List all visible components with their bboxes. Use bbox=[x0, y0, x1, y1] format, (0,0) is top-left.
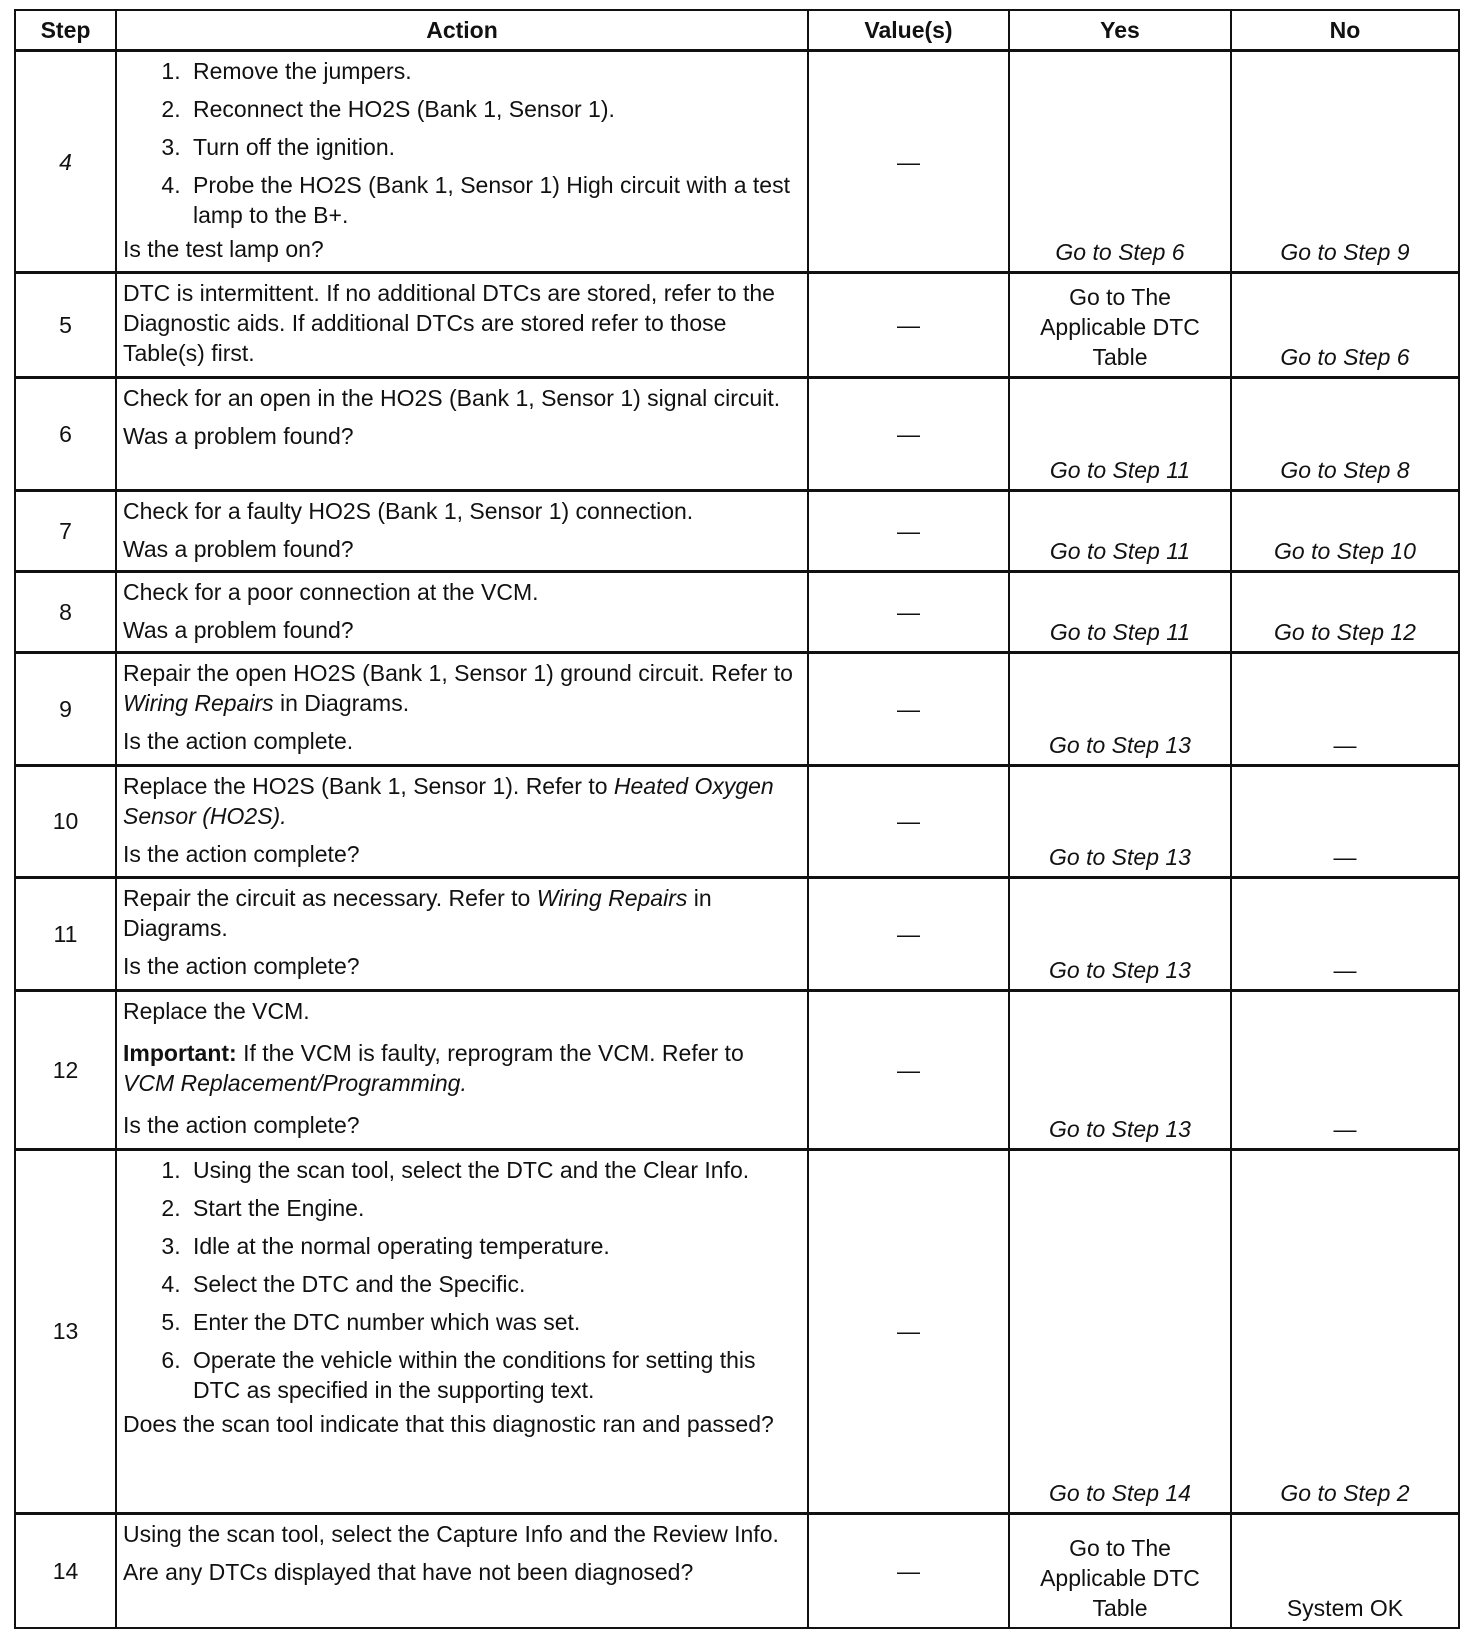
step-number: 11 bbox=[15, 878, 116, 991]
list-item: 3. Idle at the normal operating temperature. bbox=[187, 1231, 799, 1261]
action-question: Was a problem found? bbox=[123, 423, 354, 450]
no-cell: System OK bbox=[1231, 1513, 1459, 1628]
action-cell bbox=[116, 765, 808, 878]
yes-cell: Go to Step 13 bbox=[1009, 653, 1231, 766]
table-row bbox=[15, 378, 1459, 491]
action-text bbox=[123, 771, 799, 831]
action-question: Does the scan tool indicate that this diagnostic ran and passed? bbox=[123, 1410, 774, 1437]
no-cell: Go to Step 2 bbox=[1231, 1149, 1459, 1513]
value-cell: — bbox=[808, 990, 1009, 1149]
no-cell: — bbox=[1231, 878, 1459, 991]
list-item: 5. Enter the DTC number which was set. bbox=[187, 1307, 799, 1337]
action-text: DTC is intermittent. If no additional DTCs are stored, refer to the Diagnostic aids. If additional DTCs are stored refer to those Table(s) first. bbox=[123, 280, 775, 367]
value-cell: — bbox=[808, 51, 1009, 273]
action-reference: Wiring Repairs bbox=[536, 885, 688, 912]
value-cell: — bbox=[808, 572, 1009, 653]
step-number: 8 bbox=[15, 572, 116, 653]
action-list bbox=[123, 56, 799, 230]
value-cell: — bbox=[808, 1149, 1009, 1513]
table-row bbox=[15, 1513, 1459, 1628]
step-number: 5 bbox=[15, 273, 116, 378]
no-cell: Go to Step 8 bbox=[1231, 378, 1459, 491]
yes-cell: Go to Step 14 bbox=[1009, 1149, 1231, 1513]
action-text: Using the scan tool, select the Capture Info and the Review Info. bbox=[123, 1520, 779, 1547]
action-text-a: Replace the HO2S (Bank 1, Sensor 1). Refer to bbox=[123, 772, 614, 799]
step-number: 13 bbox=[15, 1149, 116, 1513]
action-text: Replace the VCM. bbox=[123, 997, 310, 1024]
action-cell bbox=[116, 878, 808, 991]
list-item: 1. Remove the jumpers. bbox=[187, 56, 799, 86]
action-cell bbox=[116, 653, 808, 766]
yes-cell: Go to Step 11 bbox=[1009, 378, 1231, 491]
value-cell: — bbox=[808, 273, 1009, 378]
table-row bbox=[15, 1149, 1459, 1513]
action-cell bbox=[116, 273, 808, 378]
yes-cell: Go to Step 13 bbox=[1009, 765, 1231, 878]
action-text: Check for an open in the HO2S (Bank 1, Sensor 1) signal circuit. bbox=[123, 385, 781, 412]
step-number: 9 bbox=[15, 653, 116, 766]
action-text-a: Repair the circuit as necessary. Refer to bbox=[123, 885, 537, 912]
no-cell: — bbox=[1231, 765, 1459, 878]
list-item: 4. Select the DTC and the Specific. bbox=[187, 1269, 799, 1299]
step-number: 12 bbox=[15, 990, 116, 1149]
yes-cell: Go to Step 11 bbox=[1009, 572, 1231, 653]
step-number: 6 bbox=[15, 378, 116, 491]
no-cell: Go to Step 12 bbox=[1231, 572, 1459, 653]
no-cell: Go to Step 10 bbox=[1231, 490, 1459, 571]
important-text: If the VCM is faulty, reprogram the VCM. Refer to bbox=[236, 1039, 744, 1066]
diagnostic-table bbox=[14, 9, 1460, 1629]
list-item: 6. Operate the vehicle within the conditions for setting this DTC as specified in the supporting text. bbox=[187, 1345, 799, 1405]
action-text-b: in Diagrams. bbox=[123, 885, 712, 942]
yes-cell: Go to The Applicable DTC Table bbox=[1009, 1513, 1231, 1628]
action-cell bbox=[116, 378, 808, 491]
step-number: 7 bbox=[15, 490, 116, 571]
action-question: Are any DTCs displayed that have not been diagnosed? bbox=[123, 1558, 694, 1585]
value-cell: — bbox=[808, 490, 1009, 571]
header-action: Action bbox=[116, 10, 808, 51]
table-row bbox=[15, 572, 1459, 653]
value-cell: — bbox=[808, 378, 1009, 491]
action-reference: VCM Replacement/Programming. bbox=[123, 1069, 467, 1096]
value-cell: — bbox=[808, 1513, 1009, 1628]
action-question: Is the action complete. bbox=[123, 728, 354, 755]
no-cell: — bbox=[1231, 990, 1459, 1149]
header-value: Value(s) bbox=[808, 10, 1009, 51]
action-cell bbox=[116, 490, 808, 571]
header-row bbox=[15, 10, 1459, 51]
value-cell: — bbox=[808, 878, 1009, 991]
step-number: 10 bbox=[15, 765, 116, 878]
action-list bbox=[123, 1155, 799, 1405]
header-step: Step bbox=[15, 10, 116, 51]
diagnostic-table-page bbox=[14, 9, 1458, 1629]
header-no: No bbox=[1231, 10, 1459, 51]
table-row bbox=[15, 653, 1459, 766]
value-cell: — bbox=[808, 765, 1009, 878]
list-item: 3. Turn off the ignition. bbox=[187, 132, 799, 162]
table-row bbox=[15, 990, 1459, 1149]
action-question: Is the action complete? bbox=[123, 953, 360, 980]
action-question: Is the action complete? bbox=[123, 840, 360, 867]
action-reference: Heated Oxygen Sensor (HO2S). bbox=[123, 772, 774, 829]
important-note bbox=[123, 1038, 799, 1098]
step-number: 14 bbox=[15, 1513, 116, 1628]
list-item: 2. Start the Engine. bbox=[187, 1193, 799, 1223]
header-yes: Yes bbox=[1009, 10, 1231, 51]
action-cell bbox=[116, 990, 808, 1149]
table-row bbox=[15, 878, 1459, 991]
no-cell: Go to Step 9 bbox=[1231, 51, 1459, 273]
no-cell: Go to Step 6 bbox=[1231, 273, 1459, 378]
action-text-a: Repair the open HO2S (Bank 1, Sensor 1) ground circuit. Refer to bbox=[123, 660, 793, 687]
yes-cell: Go to Step 6 bbox=[1009, 51, 1231, 273]
action-cell bbox=[116, 1513, 808, 1628]
yes-cell: Go to The Applicable DTC Table bbox=[1009, 273, 1231, 378]
important-label: Important: bbox=[123, 1039, 237, 1066]
action-cell bbox=[116, 572, 808, 653]
action-cell bbox=[116, 1149, 808, 1513]
step-number: 4 bbox=[15, 51, 116, 273]
list-item: 2. Reconnect the HO2S (Bank 1, Sensor 1). bbox=[187, 94, 799, 124]
list-item: 1. Using the scan tool, select the DTC and the Clear Info. bbox=[187, 1155, 799, 1185]
action-text: Check for a poor connection at the VCM. bbox=[123, 579, 539, 606]
action-text bbox=[123, 658, 799, 718]
yes-cell: Go to Step 13 bbox=[1009, 990, 1231, 1149]
action-question: Was a problem found? bbox=[123, 535, 354, 562]
action-cell bbox=[116, 51, 808, 273]
action-text bbox=[123, 883, 799, 943]
yes-cell: Go to Step 11 bbox=[1009, 490, 1231, 571]
yes-cell: Go to Step 13 bbox=[1009, 878, 1231, 991]
table-row bbox=[15, 765, 1459, 878]
action-text-b: in Diagrams. bbox=[273, 690, 410, 717]
action-question: Was a problem found? bbox=[123, 617, 354, 644]
table-row bbox=[15, 51, 1459, 273]
list-item: 4. Probe the HO2S (Bank 1, Sensor 1) High circuit with a test lamp to the B+. bbox=[187, 170, 799, 230]
action-text: Check for a faulty HO2S (Bank 1, Sensor 1) connection. bbox=[123, 497, 694, 524]
no-cell: — bbox=[1231, 653, 1459, 766]
table-row bbox=[15, 490, 1459, 571]
action-question: Is the test lamp on? bbox=[123, 236, 324, 262]
table-row bbox=[15, 273, 1459, 378]
action-reference: Wiring Repairs bbox=[123, 690, 274, 717]
value-cell: — bbox=[808, 653, 1009, 766]
action-question: Is the action complete? bbox=[123, 1111, 360, 1138]
